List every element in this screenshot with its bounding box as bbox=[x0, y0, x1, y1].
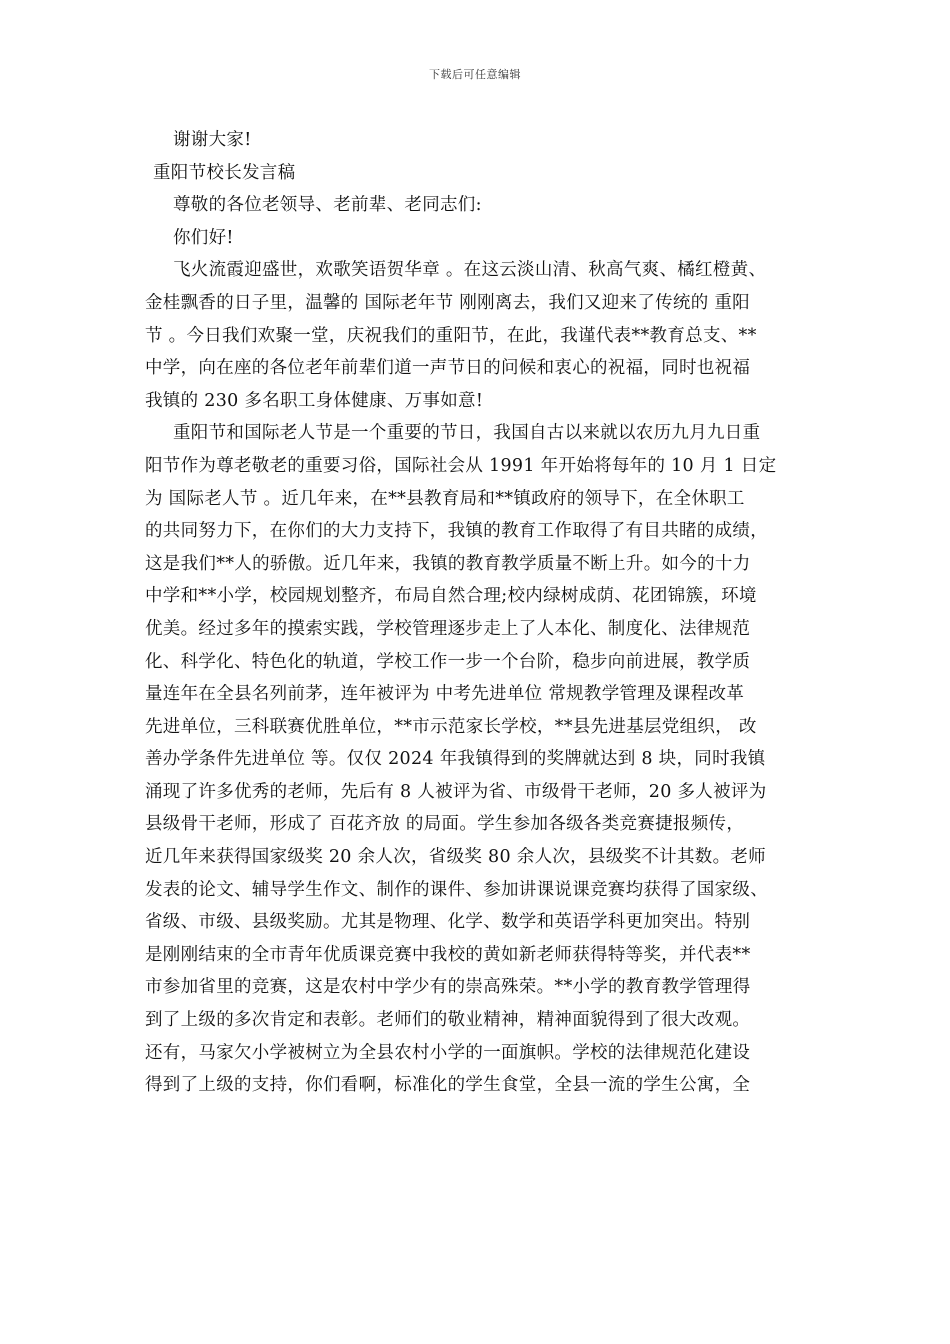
salutation: 尊敬的各位老领导、老前辈、老同志们: bbox=[173, 195, 482, 216]
greeting: 你们好! bbox=[173, 227, 234, 248]
text-line: 飞火流霞迎盛世，欢歌笑语贺华章 。在这云淡山清、秋高气爽、橘红橙黄、 bbox=[173, 260, 767, 281]
section-title: 重阳节校长发言稿 bbox=[153, 162, 296, 183]
text-line: 的共同努力下，在你们的大力支持下，我镇的教育工作取得了有目共睹的成绩， bbox=[145, 521, 768, 542]
text-line: 中学和**小学，校园规划整齐，布局自然合理;校内绿树成荫、花团锦簇，环境 bbox=[145, 586, 757, 607]
document-body bbox=[145, 124, 815, 1102]
text-line: 优美。经过多年的摸索实践，学校管理逐步走上了人本化、制度化、法律规范 bbox=[145, 618, 751, 639]
text-line: 市参加省里的竞赛，这是农村中学少有的崇高殊荣。**小学的教育教学管理得 bbox=[145, 977, 751, 998]
text-line: 重阳节和国际老人节是一个重要的节日，我国自古以来就以农历九月九日重 bbox=[173, 423, 761, 444]
text-line: 这是我们**人的骄傲。近几年来，我镇的教育教学质量不断上升。如今的十力 bbox=[145, 553, 751, 574]
text-line: 得到了上级的支持，你们看啊，标准化的学生食堂，全县一流的学生公寓，全 bbox=[145, 1075, 751, 1096]
text-line: 中学，向在座的各位老年前辈们道一声节日的问候和衷心的祝福，同时也祝福 bbox=[145, 358, 751, 379]
text-line: 节 。今日我们欢聚一堂，庆祝我们的重阳节，在此，我谨代表**教育总支、** bbox=[145, 325, 757, 346]
text-line: 化、科学化、特色化的轨道，学校工作一步一个台阶，稳步向前进展，教学质 bbox=[145, 651, 751, 672]
text-line: 谢谢大家! bbox=[173, 130, 252, 150]
text-line: 县级骨干老师，形成了 百花齐放 的局面。学生参加各级各类竞赛捷报频传， bbox=[145, 814, 745, 835]
text-line: 发表的论文、辅导学生作文、制作的课件、参加讲课说课竞赛均获得了国家级、 bbox=[145, 879, 768, 900]
text-line: 是刚刚结束的全市青年优质课竞赛中我校的黄如新老师获得特等奖，并代表** bbox=[145, 944, 751, 965]
text-line: 省级、市级、县级奖励。尤其是物理、化学、数学和英语学科更加突出。特别 bbox=[145, 912, 751, 933]
text-line: 我镇的 230 多名职工身体健康、万事如意! bbox=[145, 390, 484, 411]
text-line: 近几年来获得国家级奖 20 余人次，省级奖 80 余人次，县级奖不计其数。老师 bbox=[145, 847, 766, 868]
text-line: 为 国际老人节 。近几年来，在**县教育局和**镇政府的领导下，在全休职工 bbox=[145, 488, 745, 509]
text-line: 到了上级的多次肯定和表彰。老师们的敬业精神，精神面貌得到了很大改观。 bbox=[145, 1010, 751, 1031]
text-line: 量连年在全县名列前茅，连年被评为 中考先进单位 常规教学管理及课程改革 bbox=[145, 684, 745, 705]
text-line: 还有，马家欠小学被树立为全县农村小学的一面旗帜。学校的法律规范化建设 bbox=[145, 1042, 751, 1063]
text-line: 金桂飘香的日子里，温馨的 国际老年节 刚刚离去，我们又迎来了传统的 重阳 bbox=[145, 292, 750, 313]
text-line: 先进单位，三科联赛优胜单位，**市示范家长学校，**县先进基层党组织， 改 bbox=[145, 716, 757, 737]
text-line: 涌现了许多优秀的老师，先后有 8 人被评为省、市级骨干老师，20 多人被评为 bbox=[145, 781, 767, 802]
text-line: 阳节作为尊老敬老的重要习俗，国际社会从 1991 年开始将每年的 10 月 1 日定 bbox=[145, 455, 777, 476]
page-header: 下载后可任意编辑 bbox=[429, 68, 521, 81]
text-line: 善办学条件先进单位 等。仅仅 2024 年我镇得到的奖牌就达到 8 块，同时我镇 bbox=[145, 749, 766, 770]
